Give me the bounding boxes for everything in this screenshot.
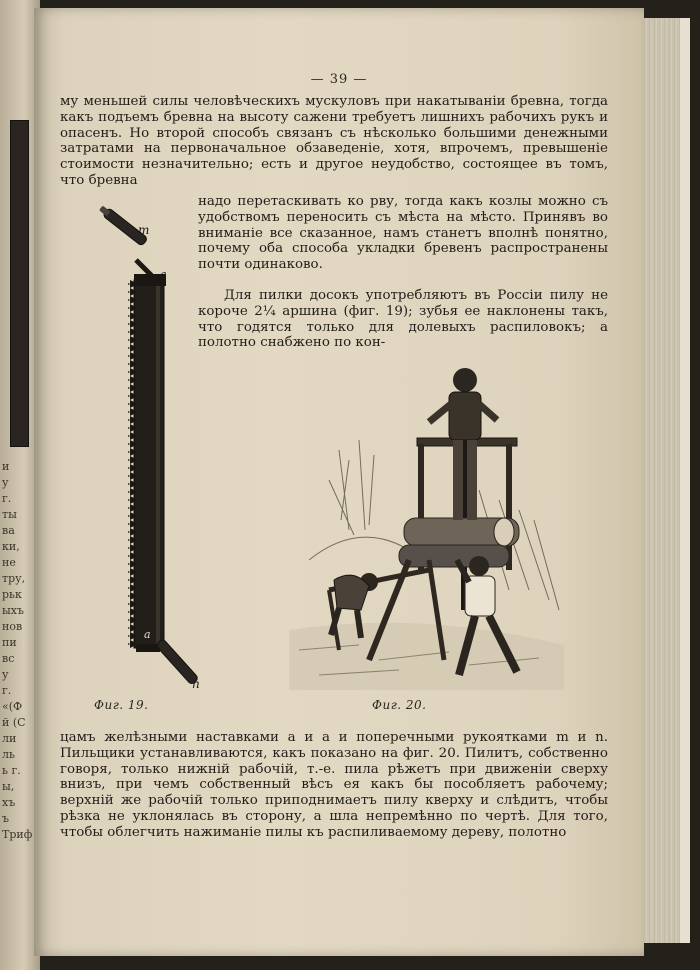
left-page-fragment: и (2, 460, 10, 473)
left-page-fragment: ь г. (2, 764, 21, 777)
figure-20-caption: Фиг. 20. (372, 698, 427, 712)
paragraph-side: надо перетаскивать ко рву, тогда какъ козлы можно съ удобствомъ переносить съ мѣста на мѣсто. Принявъ во вниманiе все сказанное, намъ станетъ вполнѣ понятно, почему оба способа укладки бревенъ распространены почти одинаково. (198, 194, 608, 273)
left-page-fragment: пи (2, 636, 17, 649)
paragraph-top: му меньшей силы человѣческихъ мускуловъ при накатыванiи бревна, тогда какъ подъемъ бревна на высоту сажени требуетъ лишнихъ рабочихъ рукъ и опасенъ. Но второй способъ связанъ съ нѣсколько большими денежными затратами на первоначальное обзаведенiе, хотя, впрочемъ, превышенiе стоимости незначительно; есть и другое неудобство, состоящее въ томъ, что бревна (60, 94, 608, 188)
left-page-fragment: ль (2, 748, 15, 761)
left-page-fragment: у (2, 476, 9, 489)
left-page-fragment: ыхъ (2, 604, 24, 617)
fig19-label-n: n (192, 677, 200, 691)
left-page-fragment: ты (2, 508, 17, 521)
left-page-fragment: хъ (2, 796, 16, 809)
fig19-label-a-bottom: a (144, 628, 151, 641)
left-page-figure-fragment (10, 120, 29, 447)
book-page (34, 8, 644, 956)
left-page-fragment: ли (2, 732, 17, 745)
left-page-fragment: не (2, 556, 16, 569)
left-page-fragment: Триф (2, 828, 33, 841)
paragraph-bottom: цамъ желѣзными наставками a и a и поперечными рукоятками m и n. Пильщики устанавливаются, какъ показано на фиг. 20. Пилитъ, собственно говоря, только нижнiй рабочiй, т.-е. пила рѣжетъ при движенiи сверху внизъ, при чемъ собственный вѣсъ ея какъ бы пособляетъ рабочему; верхнiй же рабочiй только приподнимаетъ пилу кверху и слѣдитъ, чтобы рѣзка не уклонялась въ сторону, а шла непремѣнно по чертѣ. Для того, чтобы облегчить нажиманiе пилы къ распиливаемому дереву, полотно (60, 730, 608, 840)
left-page-fragment: г. (2, 492, 12, 505)
left-page-fragment: ки, (2, 540, 20, 553)
page-number: — 39 — (310, 72, 368, 87)
left-page-fragment: ы, (2, 780, 15, 793)
left-page-fragment: й (С (2, 716, 26, 729)
left-page-fragment: г. (2, 684, 12, 697)
left-page-fragment: тру, (2, 572, 26, 585)
paragraph-side-2: Для пилки досокъ употребляютъ въ Россiи пилу не короче 2¼ аршина (фиг. 19); зубья ее наклонены такъ, что годятся только для долевыхъ распиловокъ; а полотно снабжено по кон- (198, 288, 608, 351)
page-edges (638, 18, 690, 943)
left-page-fragment: нов (2, 620, 23, 633)
fig19-label-a-top: a (160, 268, 167, 281)
left-page-fragment: «(Ф (2, 700, 23, 713)
left-page-fragment: ъ (2, 812, 9, 825)
left-page-fragment: у (2, 668, 9, 681)
left-page-fragment: вс (2, 652, 15, 665)
left-page-fragment: ва (2, 524, 15, 537)
figure-20-sawyers (279, 360, 569, 690)
figure-19-caption: Фиг. 19. (94, 698, 149, 712)
fig19-label-m: m (138, 223, 150, 237)
left-page-fragment: рьк (2, 588, 22, 601)
figure-19-saw (58, 208, 198, 698)
